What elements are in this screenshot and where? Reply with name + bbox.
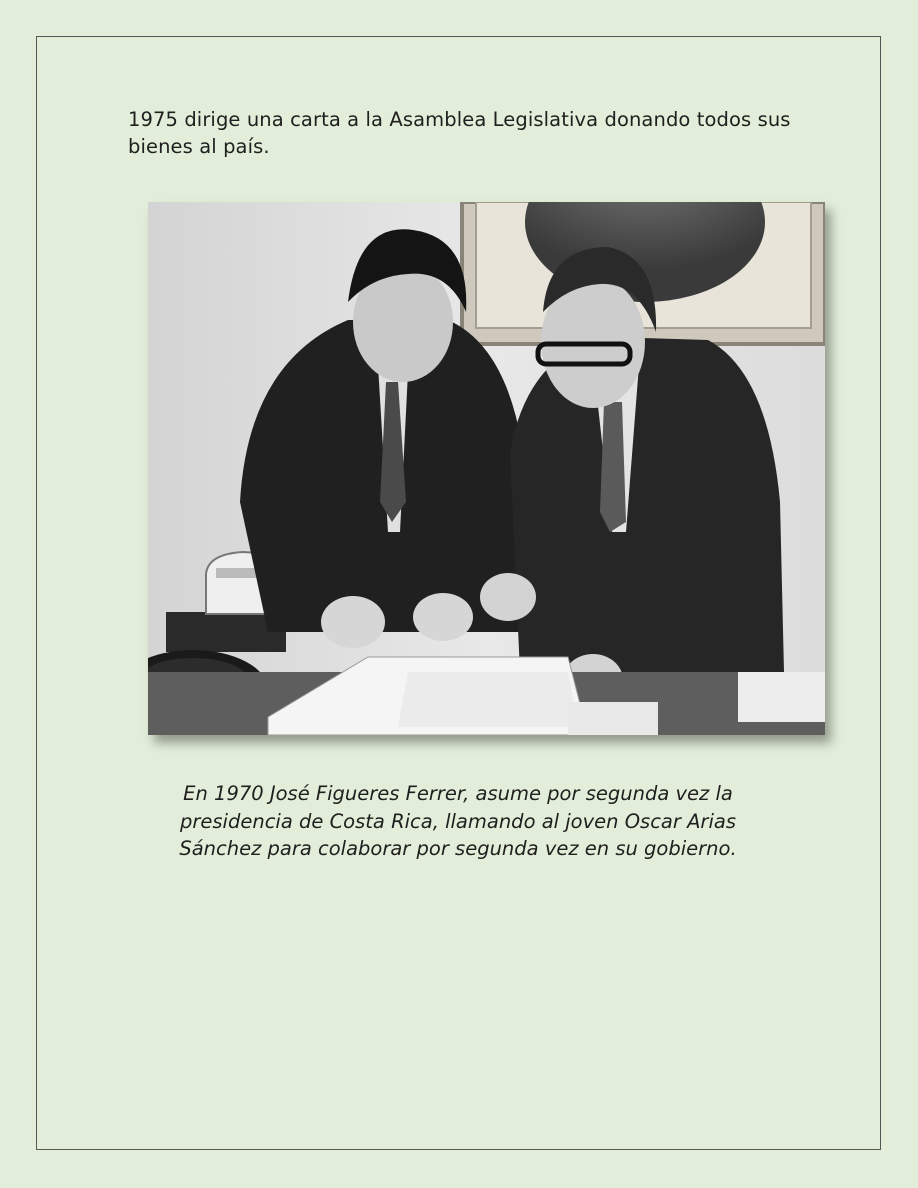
intro-paragraph: 1975 dirige una carta a la Asamblea Legislativa donando todos sus bienes al país. <box>128 108 791 158</box>
photo-illustration <box>148 202 825 735</box>
photo-caption: En 1970 José Figueres Ferrer, asume por segunda vez la presidencia de Costa Rica, llamando al joven Oscar Arias Sánchez para colaborar por segunda vez en su gobierno. <box>179 782 737 860</box>
historic-photo <box>148 202 825 735</box>
